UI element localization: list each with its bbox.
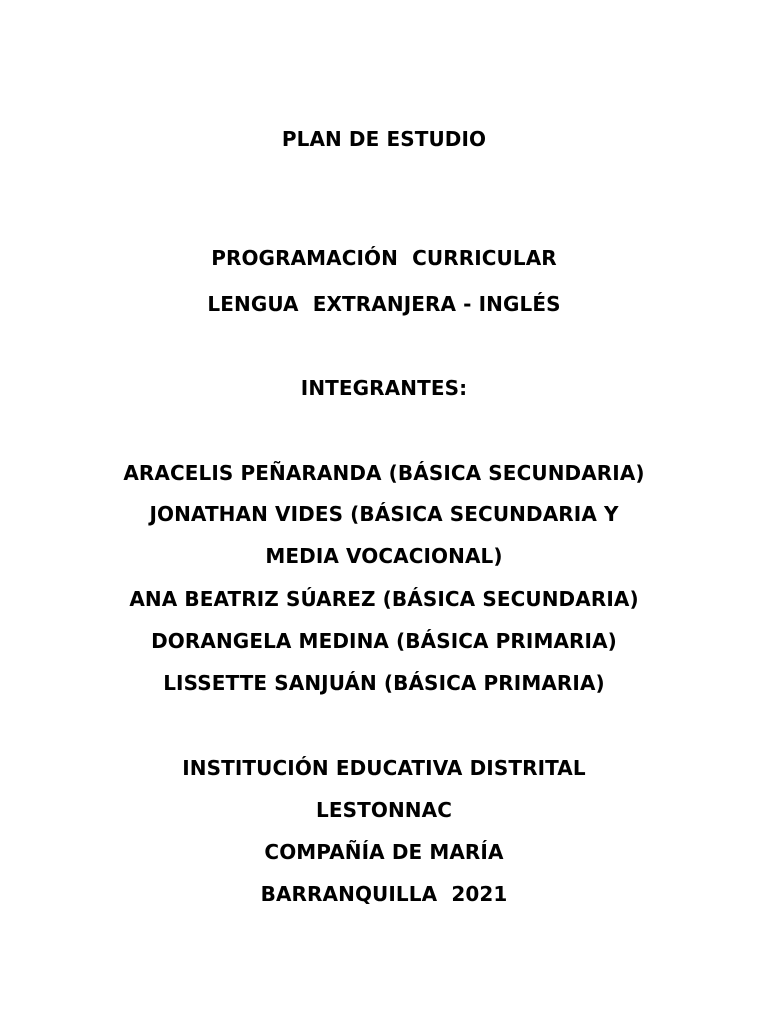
institution-line: COMPAÑÍA DE MARÍA — [264, 840, 504, 864]
member-line: ARACELIS PEÑARANDA (BÁSICA SECUNDARIA) — [123, 461, 645, 485]
subject-heading: LENGUA EXTRANJERA - INGLÉS — [207, 292, 561, 316]
member-line: DORANGELA MEDINA (BÁSICA PRIMARIA) — [151, 629, 617, 653]
document-title: PLAN DE ESTUDIO — [281, 127, 487, 151]
members-heading: INTEGRANTES: — [300, 376, 468, 400]
institution-line: LESTONNAC — [316, 798, 452, 822]
member-line: MEDIA VOCACIONAL) — [265, 544, 503, 568]
member-line: ANA BEATRIZ SÚAREZ (BÁSICA SECUNDARIA) — [129, 587, 639, 611]
member-line: JONATHAN VIDES (BÁSICA SECUNDARIA Y — [149, 502, 619, 526]
member-line: LISSETTE SANJUÁN (BÁSICA PRIMARIA) — [163, 671, 605, 695]
city-year: BARRANQUILLA 2021 — [260, 882, 508, 906]
program-heading: PROGRAMACIÓN CURRICULAR — [211, 246, 557, 270]
institution-line: INSTITUCIÓN EDUCATIVA DISTRITAL — [182, 756, 586, 780]
